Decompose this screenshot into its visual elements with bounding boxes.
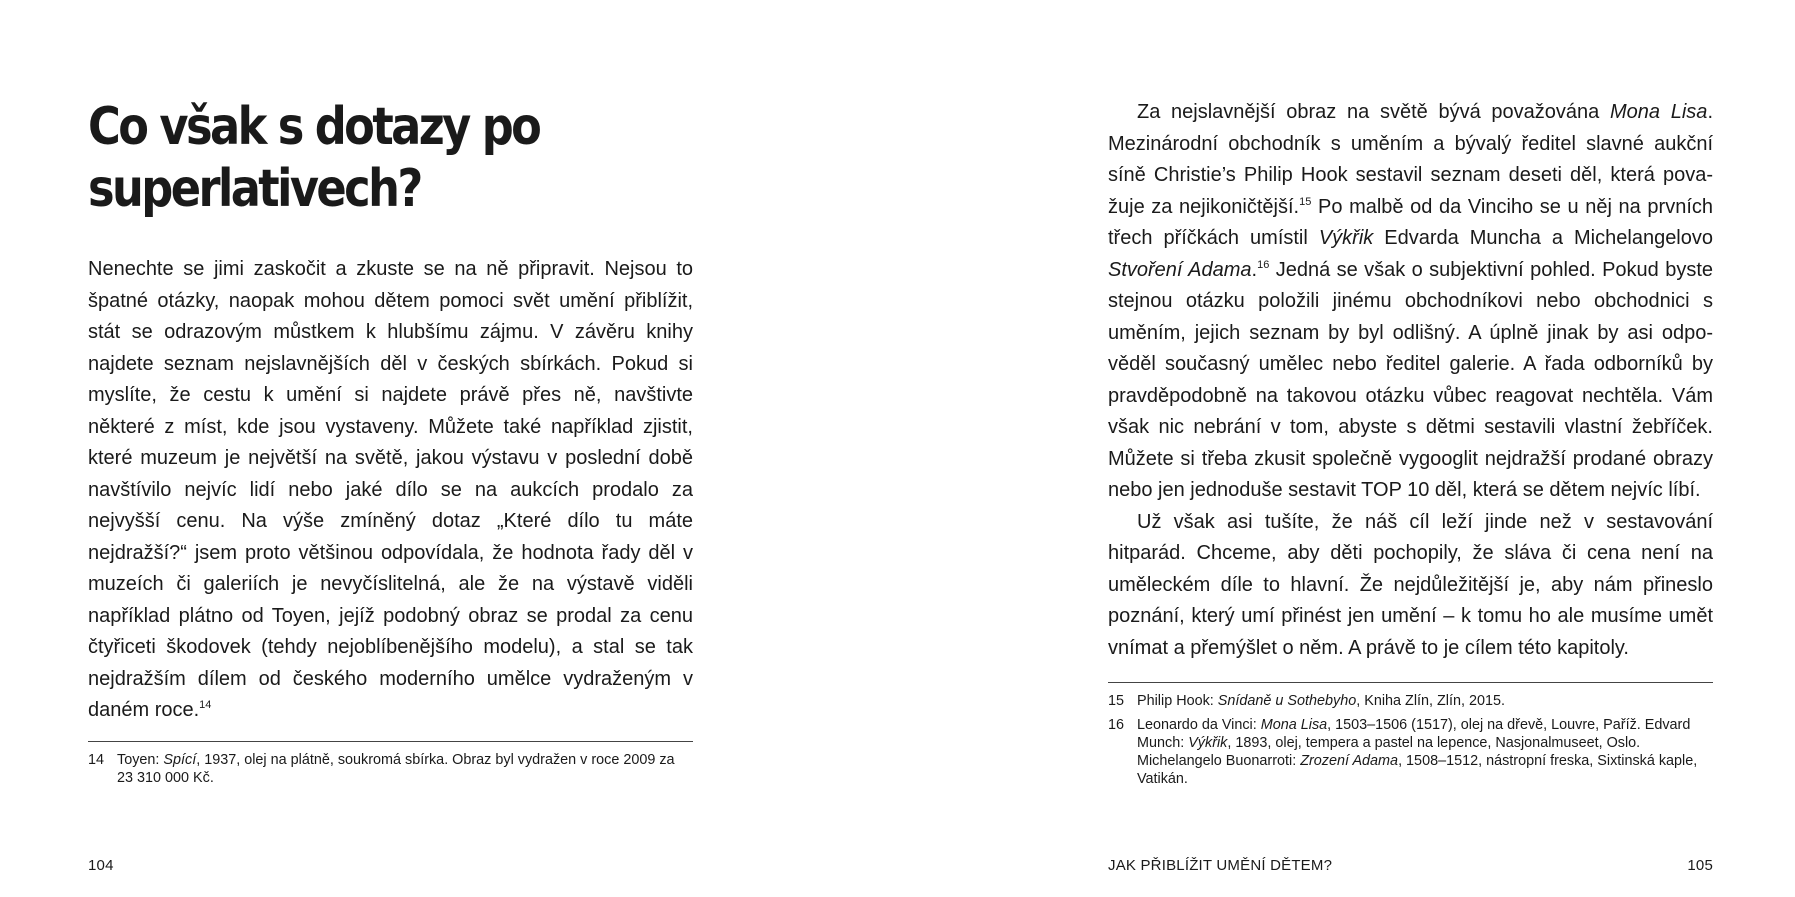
artwork-title: Výkřik (1318, 227, 1374, 249)
paragraph-text: Za nejslavnější obraz na světě bývá považována (1137, 101, 1610, 123)
footnote-text: Leonardo da Vinci: (1137, 717, 1261, 733)
page-number-right: 105 (1687, 857, 1713, 874)
footnote-text: Philip Hook: (1137, 693, 1218, 709)
footnote-15 (1108, 692, 1713, 710)
footnote-divider (88, 741, 693, 742)
footnote-artwork-title: Výkřik (1188, 735, 1228, 751)
paragraph-text: Edvarda Muncha a Michelangelovo (1373, 227, 1713, 249)
footnote-16 (1108, 716, 1713, 788)
left-paragraph (88, 254, 693, 727)
right-paragraph-1 (1108, 97, 1713, 507)
footnote-ref-16[interactable]: 16 (1257, 258, 1270, 271)
paragraph-text: . Mezinárodní obchodník s uměním a bývalý ředitel slavné aukční síně Christie’s Philip Hook sestavil seznam deseti děl, která považuje za nejikoničtější. (1108, 101, 1713, 218)
footnote-14 (88, 751, 693, 787)
footnote-text: , 1937, olej na plátně, soukromá sbírka. Obraz byl vydražen v roce 2009 za 23 310 000 Kč. (117, 752, 675, 786)
footnote-text: , Kniha Zlín, Zlín, 2015. (1356, 693, 1506, 709)
footnote-text: Toyen: (117, 752, 164, 768)
chapter-title (88, 96, 608, 220)
right-body-text (1108, 97, 1713, 664)
footnote-artwork-title: Mona Lisa (1260, 717, 1328, 733)
right-page (1108, 0, 1713, 897)
title-line-1: Co však s dotazy po (88, 97, 540, 157)
paragraph-text: Po malbě od da Vinciho se u něj na prvních třech příčkách umístil (1108, 195, 1714, 249)
left-page (88, 0, 693, 897)
footnote-artwork-title: Zrození Adama (1300, 753, 1399, 769)
footnote-number: 15 (1108, 693, 1125, 709)
footnote-text: , 1893, olej, tempera a pastel na lepence, Nasjonalmuseet, Oslo. Michelangelo Buonarroti: (1137, 735, 1641, 769)
paragraph-text: . (1251, 258, 1258, 281)
footnote-text: , 1508–1512, nástropní freska, Sixtinská kaple, Vatikán. (1137, 753, 1698, 787)
footnote-text: , 1503–1506 (1517), olej na dřevě, Louvre, Paříž. Edvard Munch: (1137, 717, 1691, 751)
title-line-2: superlativech? (88, 159, 421, 219)
right-paragraph-2: Už však asi tušíte, že náš cíl leží jinde než v sestavování hitparád. Chceme, aby děti pochopily, že sláva či cena není na uměleckém díle to hlavní. Že nejdůležitější je, aby nám přineslo poznání, který umí přinést jen umění – k tomu ho ale musíme umět vnímat a přemýšlet o něm. A právě to je cílem této kapitoly. (1108, 510, 1713, 659)
right-footnotes (1108, 692, 1713, 794)
footnote-divider (1108, 682, 1713, 683)
paragraph-text: Jedná se však o subjektivní pohled. Pokud byste stejnou otázku položili jinému obchodníkovi nebo obchodnici s uměním, jejich seznam by byl odlišný. A úplně jinak by asi odpověděl současný umělec nebo ředitel galerie. A řada odborníků by pravděpodobně na takovou otázku vůbec reagovat nechtěla. Vám však nic nebrání v tom, abyste s dětmi sestavili vlastní žebříček. Můžete si třeba zkusit společně vygooglit nejdražší prodané obrazy nebo jen jednoduše sestavit TOP 10 děl, která se dětem nejvíc líbí. (1108, 258, 1713, 501)
footnote-number: 14 (88, 752, 105, 768)
footnote-number: 16 (1108, 717, 1125, 733)
running-head: JAK PŘIBLÍŽIT UMĚNÍ DĚTEM? (1108, 857, 1333, 874)
footnote-ref-15[interactable]: 15 (1299, 195, 1312, 208)
artwork-title: Stvoření Adama (1108, 258, 1252, 281)
left-footnotes (88, 751, 693, 793)
footnote-book-title: Snídaně u Sothebyho (1217, 693, 1357, 709)
footnote-ref-14[interactable]: 14 (199, 699, 212, 711)
left-paragraph-text: Nenechte se jimi zaskočit a zkuste se na ně připravit. Nejsou to špatné otázky, naopak mohou dětem pomoci svět umění přiblížit, stát se odrazovým můstkem k hlubšímu zájmu. V závěru knihy najdete seznam nejslavnějších děl v českých sbírkách. Pokud si myslíte, že cestu k umění si najdete právě přes ně, navštivte některé z míst, kde jsou vystaveny. Můžete také například zjistit, které muzeum je největší na světě, jakou výstavu v poslední době navštívilo nejvíc lidí nebo jaké dílo se na aukcích prodalo za nejvyšší cenu. Na výše zmíněný dotaz „Které dílo tu máte nejdražší?“ jsem proto většinou odpovídala, že hodnota řady děl v muzeích či galeriích je nevyčíslitelná, ale že na výstavě viděli například plátno od Toyen, jejíž podobný obraz se prodal za cenu čtyřiceti škodovek (tehdy nejoblíbenějšího modelu), a stal se tak nejdražším dílem od českého moderního umělce vydraženým v daném roce. (88, 258, 693, 721)
footnote-artwork-title: Spící (163, 752, 197, 768)
artwork-title: Mona Lisa (1610, 101, 1708, 123)
page-number-left: 104 (88, 857, 114, 874)
left-body-text (88, 254, 693, 727)
